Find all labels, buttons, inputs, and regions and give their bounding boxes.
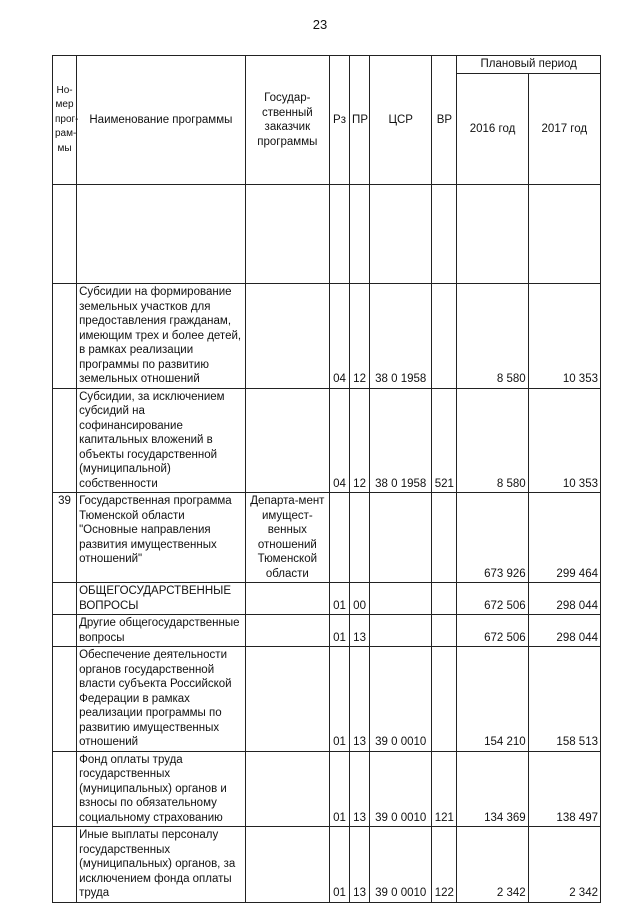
- amount-2017-cell: 299 464: [528, 493, 600, 583]
- program-name-cell: Другие общегосударственные вопросы: [77, 615, 246, 647]
- page-number: 23: [312, 17, 328, 32]
- customer-cell: Департа-мент имущест-венных отношений Тюменской области: [245, 493, 329, 583]
- header-program-number: Но-мер прог-рам-мы: [53, 56, 77, 185]
- program-name-cell: Субсидии, за исключением субсидий на софинансирование капитальных вложений в объекты государственной (муниципальной) собственности: [77, 388, 246, 493]
- csr-cell: 39 0 0010: [370, 827, 432, 903]
- amount-2017-cell: 298 044: [528, 615, 600, 647]
- amount-2016-cell: 8 580: [457, 284, 528, 389]
- pr-cell: 12: [350, 284, 370, 389]
- amount-2017-cell: 10 353: [528, 284, 600, 389]
- header-pr: ПР: [350, 56, 370, 185]
- csr-cell: 39 0 0010: [370, 751, 432, 827]
- pr-cell: 00: [350, 583, 370, 615]
- program-name-cell: Иные выплаты персоналу государственных (муниципальных) органов, за исключением фонда оплаты труда: [77, 827, 246, 903]
- amount-2017-cell: 298 044: [528, 583, 600, 615]
- header-vr: ВР: [432, 56, 457, 185]
- budget-table: [52, 55, 601, 903]
- customer-cell: [245, 827, 329, 903]
- amount-2016-cell: 8 580: [457, 388, 528, 493]
- amount-2017-cell: 138 497: [528, 751, 600, 827]
- vr-cell: [432, 583, 457, 615]
- vr-cell: [432, 647, 457, 752]
- header-planned-period: Плановый период: [457, 56, 601, 74]
- csr-cell: 38 0 1958: [370, 388, 432, 493]
- rz-cell: 01: [329, 615, 349, 647]
- program-name-cell: ОБЩЕГОСУДАРСТВЕННЫЕ ВОПРОСЫ: [77, 583, 246, 615]
- csr-cell: [370, 615, 432, 647]
- rz-cell: 01: [329, 751, 349, 827]
- customer-cell: [245, 647, 329, 752]
- amount-2016-cell: 672 506: [457, 583, 528, 615]
- table-row: [53, 647, 601, 752]
- table-row: [53, 284, 601, 389]
- vr-cell: [432, 615, 457, 647]
- table-row: [53, 493, 601, 583]
- pr-cell: 13: [350, 647, 370, 752]
- table-row: [53, 615, 601, 647]
- program-name-cell: Субсидии на формирование земельных участков для предоставления гражданам, имеющим трех и более детей, в рамках реализации программы по развитию земельных отношений: [77, 284, 246, 389]
- amount-2017-cell: 2 342: [528, 827, 600, 903]
- program-number-cell: [53, 647, 77, 752]
- program-name-cell: Фонд оплаты труда государственных (муниципальных) органов и взносы по обязательному социальному страхованию: [77, 751, 246, 827]
- pr-cell: [350, 493, 370, 583]
- rz-cell: 01: [329, 827, 349, 903]
- program-number-cell: 39: [53, 493, 77, 583]
- pr-cell: 13: [350, 827, 370, 903]
- customer-cell: [245, 388, 329, 493]
- csr-cell: 39 0 0010: [370, 647, 432, 752]
- program-number-cell: [53, 615, 77, 647]
- csr-cell: [370, 493, 432, 583]
- header-year-2016: 2016 год: [457, 73, 528, 185]
- program-number-cell: [53, 827, 77, 903]
- table-row: [53, 827, 601, 903]
- customer-cell: [245, 284, 329, 389]
- pr-cell: 13: [350, 615, 370, 647]
- program-name-cell: Обеспечение деятельности органов государственной власти субъекта Российской Федерации в рамках реализации программы по развитию имущественных отношений: [77, 647, 246, 752]
- header-program-name: Наименование программы: [77, 56, 246, 185]
- rz-cell: [329, 493, 349, 583]
- amount-2017-cell: 158 513: [528, 647, 600, 752]
- program-name-cell: Государственная программа Тюменской области "Основные направления развития имущественных отношений": [77, 493, 246, 583]
- rz-cell: 04: [329, 284, 349, 389]
- table-row: [53, 583, 601, 615]
- header-spacer-row: [53, 185, 601, 284]
- vr-cell: 521: [432, 388, 457, 493]
- customer-cell: [245, 751, 329, 827]
- amount-2017-cell: 10 353: [528, 388, 600, 493]
- vr-cell: 122: [432, 827, 457, 903]
- amount-2016-cell: 154 210: [457, 647, 528, 752]
- pr-cell: 12: [350, 388, 370, 493]
- vr-cell: [432, 284, 457, 389]
- header-year-2017: 2017 год: [528, 73, 600, 185]
- header-rz: Рз: [329, 56, 349, 185]
- rz-cell: 01: [329, 583, 349, 615]
- pr-cell: 13: [350, 751, 370, 827]
- csr-cell: 38 0 1958: [370, 284, 432, 389]
- program-number-cell: [53, 751, 77, 827]
- table-row: [53, 751, 601, 827]
- customer-cell: [245, 583, 329, 615]
- vr-cell: 121: [432, 751, 457, 827]
- csr-cell: [370, 583, 432, 615]
- amount-2016-cell: 672 506: [457, 615, 528, 647]
- table-row: [53, 388, 601, 493]
- header-csr: ЦСР: [370, 56, 432, 185]
- amount-2016-cell: 2 342: [457, 827, 528, 903]
- rz-cell: 04: [329, 388, 349, 493]
- program-number-cell: [53, 284, 77, 389]
- table-header: [53, 56, 601, 284]
- amount-2016-cell: 673 926: [457, 493, 528, 583]
- program-number-cell: [53, 583, 77, 615]
- program-number-cell: [53, 388, 77, 493]
- header-customer: Государ-ственный заказчик программы: [245, 56, 329, 185]
- customer-cell: [245, 615, 329, 647]
- vr-cell: [432, 493, 457, 583]
- table-body: [53, 284, 601, 903]
- amount-2016-cell: 134 369: [457, 751, 528, 827]
- rz-cell: 01: [329, 647, 349, 752]
